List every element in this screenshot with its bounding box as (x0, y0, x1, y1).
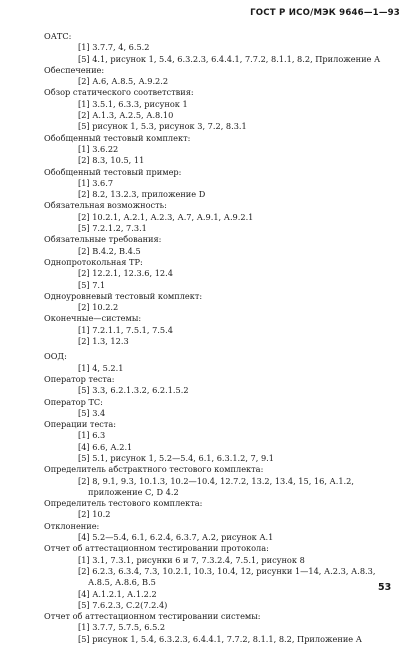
index-term: Обобщенный тестовый пример: (44, 166, 182, 177)
index-entry (44, 200, 399, 234)
index-entry (44, 521, 399, 544)
index-term: Однопротокольная ТР: (44, 256, 143, 267)
index-term: Отклонение: (44, 520, 100, 531)
index-reference: [2] А.6, А.8.5, А.9.2.2 (78, 76, 169, 87)
index-reference: [5] 3.4 (78, 407, 106, 418)
index-term: Операции теста: (44, 419, 117, 430)
index-term: Обзор статического соответствия: (44, 87, 194, 98)
index-reference: [2] 1.3, 12.3 (78, 336, 129, 347)
index-reference: [2] 8.3, 10.5, 11 (78, 155, 145, 166)
subject-index (44, 31, 399, 645)
index-reference: [5] 4.1, рисунок 1, 5.4, 6.3.2.3, 6.4.4.1, 7.7.2, 8.1.1, 8.2, Приложение А (78, 53, 381, 64)
index-entry (44, 167, 399, 201)
index-reference: [2] В.4.2, В.4.5 (78, 245, 141, 256)
index-reference: [5] рисунок 1, 5.3, рисунок 3, 7.2, 8.3.1 (78, 121, 247, 132)
index-entry (44, 31, 399, 65)
index-reference: [1] 4, 5.2.1 (78, 362, 124, 373)
index-reference: [5] 7.1 (78, 279, 106, 290)
index-term: Определитель тестового комплекта: (44, 498, 203, 509)
index-term: ОАТС: (44, 31, 72, 41)
index-reference: [5] 3.3, 6.2.1.3.2, 6.2.1.5.2 (78, 385, 189, 396)
index-entry (44, 234, 399, 257)
index-reference: [5] 7.2.1.2, 7.3.1 (78, 223, 147, 234)
index-entry (44, 464, 399, 498)
index-term: Отчет об аттестационном тестировании протокола: (44, 543, 269, 554)
index-entry (44, 374, 399, 397)
index-reference: [1] 3.6.22 (78, 143, 119, 154)
index-entry (44, 87, 399, 132)
index-term: Обязательные требования: (44, 234, 162, 245)
index-entry (44, 133, 399, 167)
index-entry (44, 543, 399, 611)
index-entry (44, 65, 399, 88)
index-entry (44, 498, 399, 521)
index-reference: [2] 10.2.2 (78, 302, 119, 313)
index-reference: [4] 5.2—5.4, 6.1, 6.2.4, 6.3.7, А.2, рисунок А.1 (78, 532, 274, 543)
index-reference: [1] 3.5.1, 6.3.3, рисунок 1 (78, 98, 188, 109)
index-reference: [5] рисунок 1, 5.4, 6.3.2.3, 6.4.4.1, 7.7.2, 8.1.1, 8.2, Приложение А (78, 633, 362, 644)
index-reference: [4] 6.6, А.2.1 (78, 441, 133, 452)
index-reference: [5] 5.1, рисунок 1, 5.2—5.4, 6.1, 6.3.1.2, 7, 9.1 (78, 452, 274, 463)
index-term: Оконечные—системы: (44, 313, 142, 324)
index-reference: [5] 7.6.2.3, С.2(7.2.4) (78, 599, 168, 610)
index-term: Оператор теста: (44, 373, 115, 384)
index-term: Одноуровневый тестовый комплект: (44, 290, 203, 301)
index-term: Обеспечение: (44, 64, 105, 75)
index-reference: [4] А.1.2.1, А.1.2.2 (78, 588, 157, 599)
index-reference: [2] 12.2.1, 12.3.6, 12.4 (78, 268, 173, 279)
index-entry (44, 397, 399, 420)
index-reference: [1] 3.6.7 (78, 177, 114, 188)
index-reference: [1] 3.7.7, 5.7.5, 6.5.2 (78, 622, 166, 633)
index-reference: [2] 10.2.1, А.2.1, А.2.3, А.7, А.9.1, А.9.2.1 (78, 211, 254, 222)
index-term: Оператор ТС: (44, 396, 103, 407)
index-entry (44, 257, 399, 291)
index-reference: [2] 6.2.3, 6.3.4, 7.3, 10.2.1, 10.3, 10.4, 12, рисунки 1—14, А.2.3, А.8.3, А.8.5, А.8.6, В.5 (78, 565, 376, 588)
index-entry (44, 419, 399, 464)
index-term: Отчет об аттестационном тестировании системы: (44, 611, 261, 622)
index-term: Обязательная возможность: (44, 200, 167, 211)
index-reference: [1] 3.7.7, 4, 6.5.2 (78, 42, 150, 53)
index-entry (44, 313, 399, 347)
index-reference: [2] 8.2, 13.2.3, приложение D (78, 189, 206, 200)
index-term: Обобщенный тестовый комплект: (44, 132, 191, 143)
index-term: Определитель абстрактного тестового комплекта: (44, 464, 264, 475)
index-reference: [2] А.1.3, А.2.5, А.8.10 (78, 110, 174, 121)
index-entry (44, 351, 399, 374)
page-number: 53 (378, 582, 392, 593)
index-reference: [1] 7.2.1.1, 7.5.1, 7.5.4 (78, 324, 173, 335)
index-entry (44, 291, 399, 314)
index-reference: [1] 3.1, 7.3.1, рисунки 6 и 7, 7.3.2.4, 7.5.1, рисунок 8 (78, 554, 305, 565)
index-term: ООД: (44, 351, 67, 362)
running-header: ГОСТ Р ИСО/МЭК 9646—1—93 (250, 8, 400, 18)
index-reference: [2] 10.2 (78, 509, 111, 520)
index-reference: [1] 6.3 (78, 430, 106, 441)
index-reference: [2] 8, 9.1, 9.3, 10.1.3, 10.2—10.4, 12.7.2, 13.2, 13.4, 15, 16, А.1.2, приложение С, D 4.2 (78, 475, 354, 497)
index-entry (44, 611, 399, 645)
